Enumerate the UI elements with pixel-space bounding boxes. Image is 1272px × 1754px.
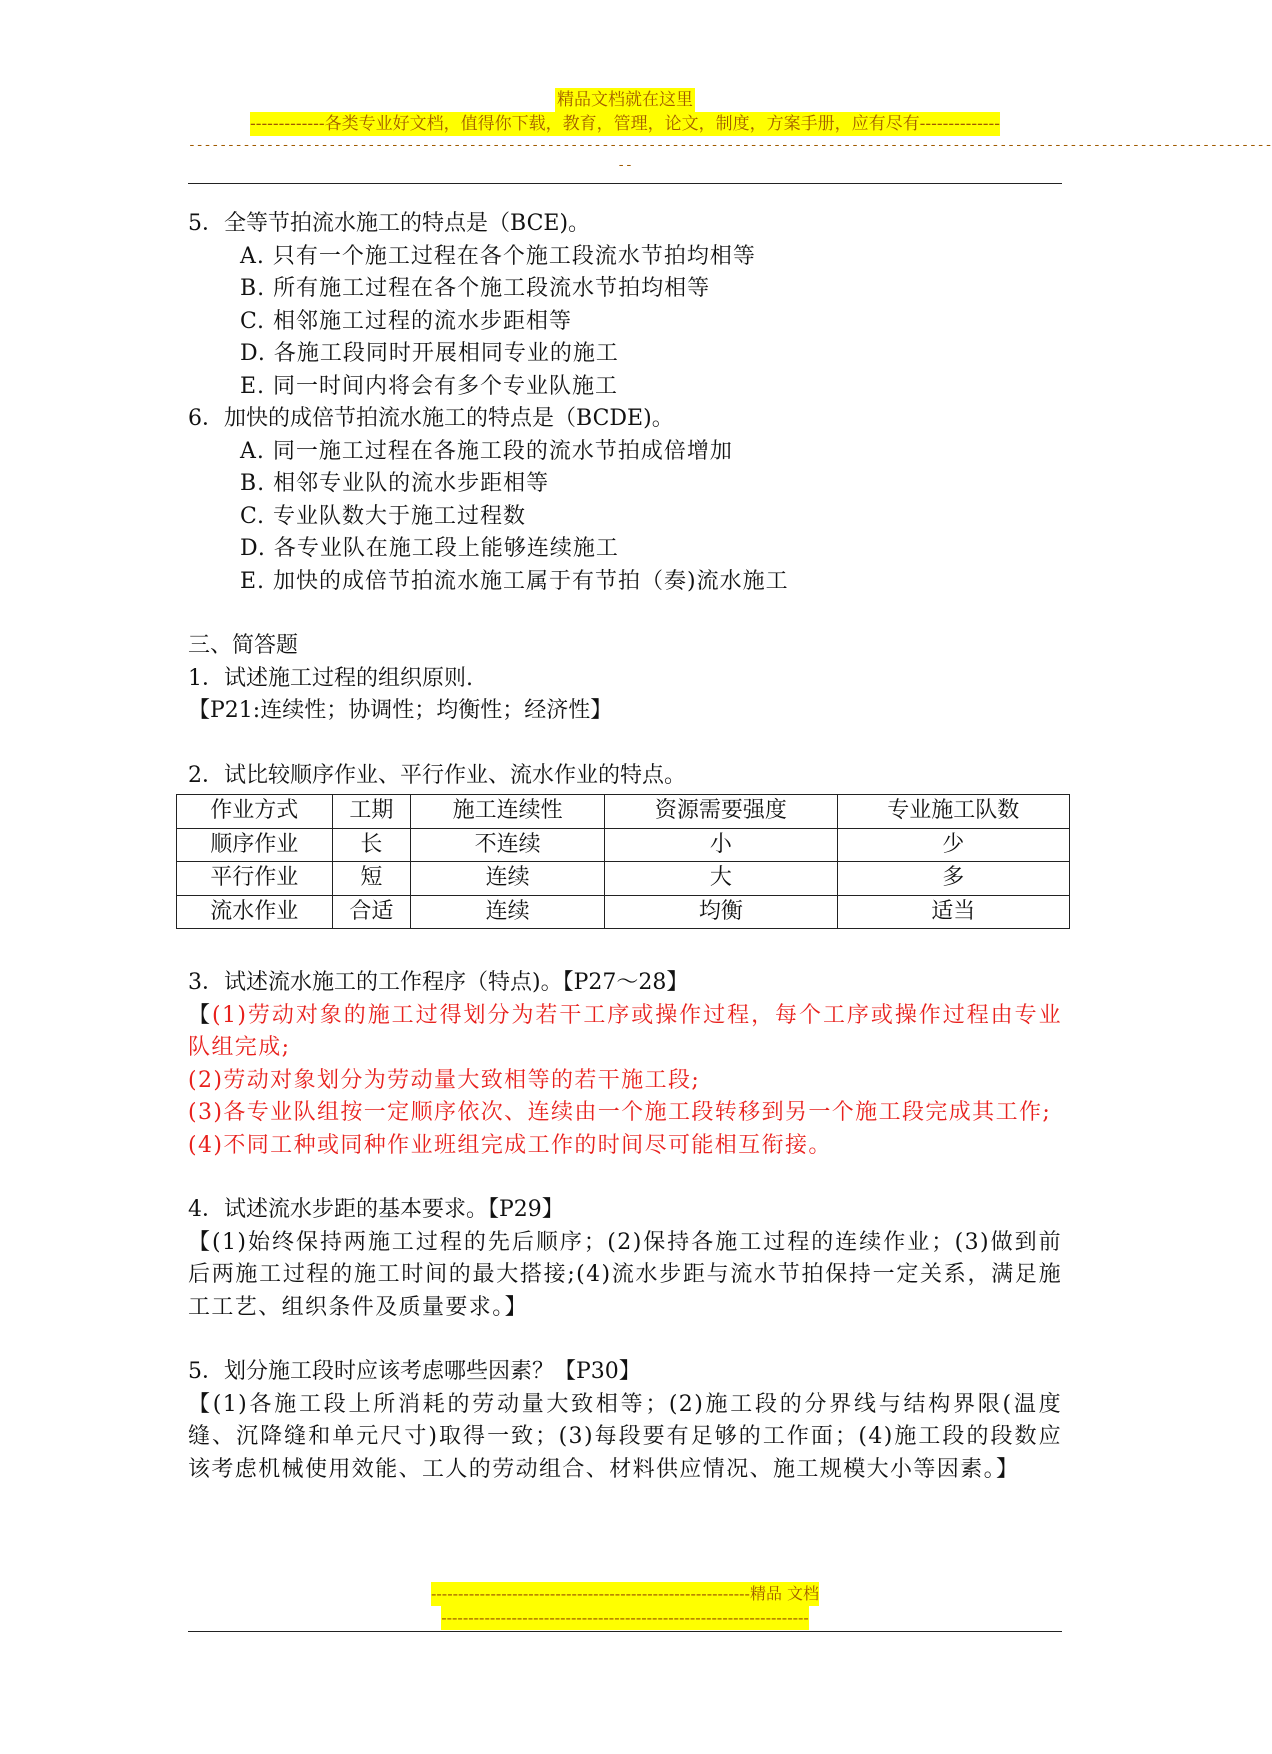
page-header [188, 88, 1272, 176]
short-question-5: 5．划分施工段时应该考虑哪些因素？【P30】 [188, 1359, 641, 1384]
page-footer [188, 1582, 1062, 1630]
table-row [177, 828, 1070, 862]
table-cell: 顺序作业 [177, 828, 333, 862]
short-answer-3-item-1 [188, 1000, 1062, 1065]
table-cell: 小 [605, 828, 837, 862]
short-answer-3-item-2: (2)劳动对象划分为劳动量大致相等的若干施工段; [188, 1067, 701, 1093]
table-header-cell: 施工连续性 [411, 795, 605, 829]
table-row [177, 895, 1070, 929]
document-body [188, 208, 1062, 1486]
table-header-cell: 专业施工队数 [837, 795, 1069, 829]
short-question-2: 2．试比较顺序作业、平行作业、流水作业的特点。 [188, 762, 686, 788]
short-answer-1: 【P21:连续性；协调性；均衡性；经济性】 [188, 698, 613, 723]
table-cell: 合适 [332, 895, 411, 929]
question-5-option: B. 所有施工过程在各个施工段流水节拍均相等 [240, 276, 711, 301]
table-cell: 多 [837, 862, 1069, 896]
footer-line-2: -------------------------------------------------------------------- [441, 1606, 809, 1630]
question-6-option: C. 专业队数大于施工过程数 [240, 503, 527, 529]
short-question-3: 3．试述流水施工的工作程序（特点)。【P27～28】 [188, 970, 689, 995]
question-5-stem: 5．全等节拍流水施工的特点是（BCE)。 [188, 211, 591, 236]
table-cell: 平行作业 [177, 862, 333, 896]
short-answer-5: 【(1)各施工段上所消耗的劳动量大致相等；(2)施工段的分界线与结构界限(温度缝、沉降缝和单元尺寸)取得一致；(3)每段要有足够的工作面；(4)施工段的段数应该考虑机械使用效能、工人的劳动组合、材料供应情况、施工规模大小等因素。】 [188, 1391, 1062, 1482]
question-6-option: E. 加快的成倍节拍流水施工属于有节拍（奏)流水施工 [240, 568, 789, 594]
table-cell: 流水作业 [177, 895, 333, 929]
table-cell: 适当 [837, 895, 1069, 929]
header-subtitle: -------------各类专业好文档，值得你下载，教育，管理，论文，制度，方案手册，应有尽有-------------- [249, 114, 1001, 134]
table-cell: 长 [332, 828, 411, 862]
header-rule [188, 183, 1062, 184]
question-5-option: A. 只有一个施工过程在各个施工段流水节拍均相等 [240, 243, 756, 269]
question-5-option: C. 相邻施工过程的流水步距相等 [240, 308, 573, 334]
table-cell: 连续 [411, 895, 605, 929]
table-header-cell: 作业方式 [177, 795, 333, 829]
comparison-table [176, 794, 1070, 929]
header-dashes-tail: -- [617, 158, 633, 173]
table-cell: 均衡 [605, 895, 837, 929]
section-title: 三、简答题 [188, 633, 299, 658]
table-cell: 短 [332, 862, 411, 896]
table-cell: 少 [837, 828, 1069, 862]
header-dashes: ------------------------------------------------------------------------------------------------------------------------------------------- [188, 138, 1272, 153]
footer-rule [188, 1631, 1062, 1632]
short-answer-3-item-4: (4)不同工种或同种作业班组完成工作的时间尽可能相互衔接。 [188, 1132, 832, 1158]
short-question-1: 1．试述施工过程的组织原则. [188, 665, 473, 691]
short-answer-4: 【(1)始终保持两施工过程的先后顺序；(2)保持各施工过程的连续作业；(3)做到前后两施工过程的施工时间的最大搭接;(4)流水步距与流水节拍保持一定关系，满足施工工艺、组织条件及质量要求。】 [188, 1229, 1062, 1320]
table-header-row [177, 795, 1070, 829]
question-6-option: B. 相邻专业队的流水步距相等 [240, 471, 550, 496]
answer-3-text-1: (1)劳动对象的施工过得划分为若干工序或操作过程，每个工序或操作过程由专业队组完成; [188, 1002, 1062, 1060]
question-6-option: A. 同一施工过程在各施工段的流水节拍成倍增加 [240, 438, 733, 464]
table-row [177, 862, 1070, 896]
footer-line-1: -----------------------------------------------------------精品 文档 [431, 1582, 819, 1606]
question-5-option: E. 同一时间内将会有多个专业队施工 [240, 373, 619, 399]
question-5-option: D. 各施工段同时开展相同专业的施工 [240, 341, 619, 366]
table-header-cell: 资源需要强度 [605, 795, 837, 829]
table-cell: 不连续 [411, 828, 605, 862]
table-cell: 大 [605, 862, 837, 896]
question-6-option: D. 各专业队在施工段上能够连续施工 [240, 536, 619, 561]
bracket-open: 【 [188, 1002, 212, 1028]
short-answer-3-item-3: (3)各专业队组按一定顺序依次、连续由一个施工段转移到另一个施工段完成其工作; [188, 1100, 1052, 1125]
question-6-stem: 6．加快的成倍节拍流水施工的特点是（BCDE)。 [188, 406, 674, 431]
table-header-cell: 工期 [332, 795, 411, 829]
short-question-4: 4．试述流水步距的基本要求。【P29】 [188, 1197, 564, 1222]
table-cell: 连续 [411, 862, 605, 896]
header-title: 精品文档就在这里 [557, 90, 693, 110]
